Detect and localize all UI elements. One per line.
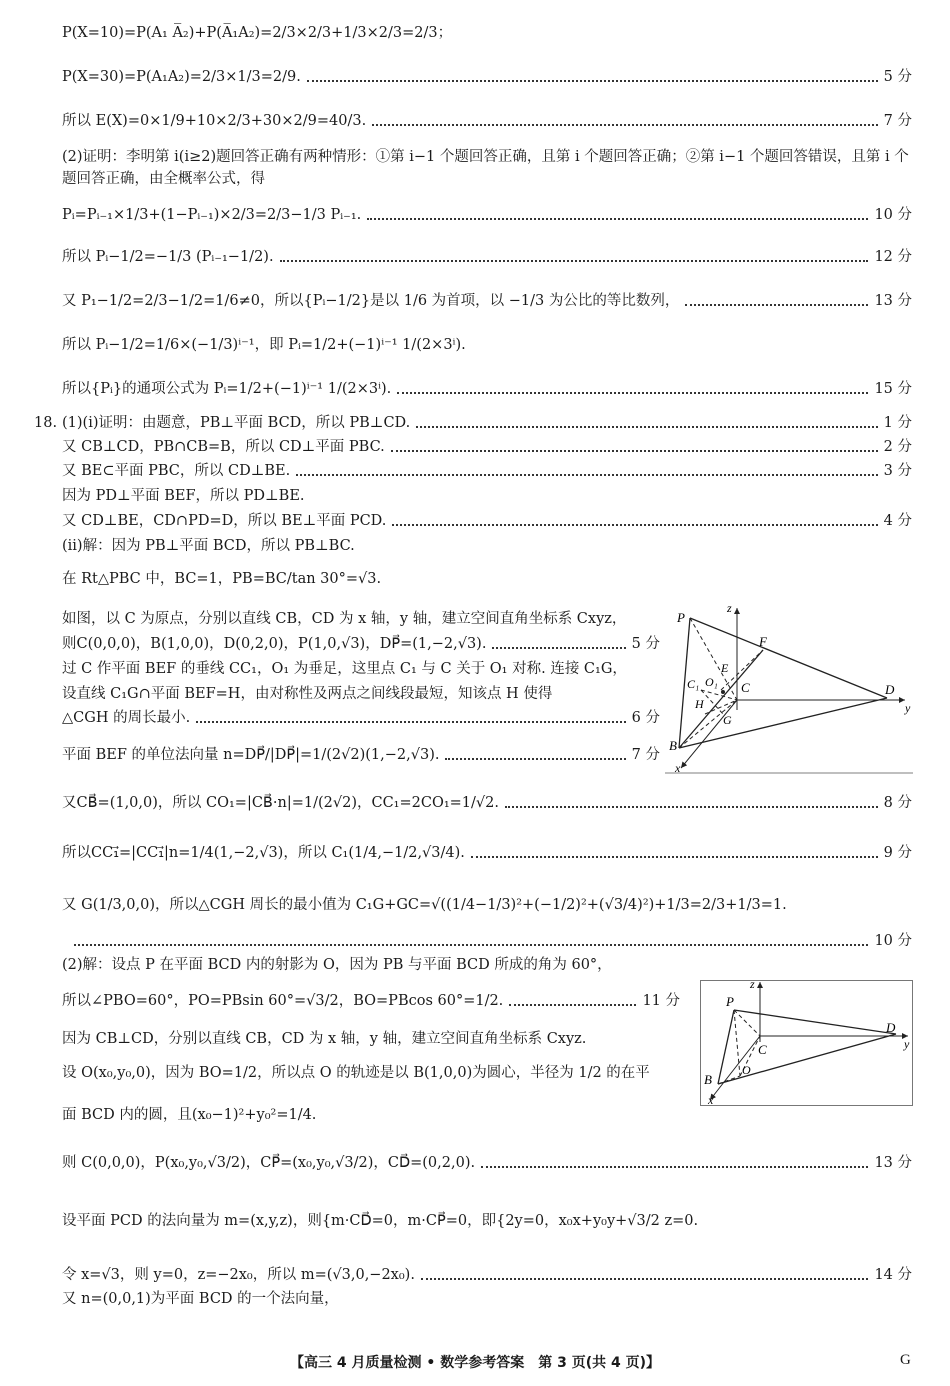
- text-line: 又 CD⊥BE，CD∩PD=D，所以 BE⊥平面 PCD. 4 分: [62, 513, 912, 529]
- label-D: D: [885, 682, 895, 697]
- text-line: 又 CB⊥CD，PB∩CB=B，所以 CD⊥平面 PBC. 2 分: [62, 439, 912, 455]
- text-line: (1)(ⅰ)证明：由题意，PB⊥平面 BCD，所以 PB⊥CD. 1 分: [62, 415, 912, 431]
- text-line: 又 n=(0,0,1)为平面 BCD 的一个法向量，: [62, 1291, 339, 1307]
- text-line: 所以 Pᵢ−1/2=−1/3 (Pᵢ₋₁−1/2). 12 分: [62, 249, 912, 265]
- text-line: 如图，以 C 为原点，分别以直线 CB，CD 为 x 轴，y 轴，建立空间直角坐标系 Cxyz，: [62, 611, 627, 627]
- text-line: 则C(0,0,0)，B(1,0,0)，D(0,2,0)，P(1,0,√3)，DP⃗=(1,−2,√3). 5 分: [62, 636, 660, 652]
- text-line: 所以 Pᵢ−1/2=1/6×(−1/3)ⁱ⁻¹，即 Pᵢ=1/2+(−1)ⁱ⁻¹ 1/(2×3ⁱ).: [62, 337, 466, 353]
- label-D: D: [886, 1020, 896, 1035]
- text-line: 则 C(0,0,0)，P(x₀,y₀,√3/2)，CP⃗=(x₀,y₀,√3/2)，CD⃗=(0,2,0). 13 分: [62, 1155, 912, 1171]
- label-G: G: [723, 713, 732, 727]
- label-F: F: [759, 634, 767, 649]
- text-line: 所以{Pᵢ}的通项公式为 Pᵢ=1/2+(−1)ⁱ⁻¹ 1/(2×3ⁱ). 15 分: [62, 381, 912, 397]
- figure-3d-coordinates-2: [700, 976, 915, 1108]
- label-z: z: [727, 601, 732, 615]
- text-line: 因为 PD⊥平面 BEF，所以 PD⊥BE.: [62, 488, 305, 504]
- text-line: 设 O(x₀,y₀,0)，因为 BO=1/2，所以点 O 的轨迹是以 B(1,0,0)为圆心，半径为 1/2 的在平: [62, 1065, 650, 1081]
- text-line: 又CB⃗=(1,0,0)，所以 CO₁=|CB⃗·n|=1/(2√2)，CC₁=2CO₁=1/√2. 8 分: [62, 795, 912, 811]
- corner-mark: G: [900, 1352, 911, 1368]
- text-line: (2)解：设点 P 在平面 BCD 内的射影为 O，因为 PB 与平面 BCD 所成的角为 60°，: [62, 957, 612, 973]
- text-line: 平面 BEF 的单位法向量 n=DP⃗/|DP⃗|=1/(2√2)(1,−2,√3). 7 分: [62, 747, 660, 763]
- text-line: 在 Rt△PBC 中，BC=1，PB=BC/tan 30°=√3.: [62, 571, 382, 587]
- question-number: 18.: [34, 415, 58, 431]
- text-line: (ⅱ)解：因为 PB⊥平面 BCD，所以 PB⊥BC.: [62, 538, 355, 554]
- text-line: 又 P₁−1/2=2/3−1/2=1/6≠0，所以{Pᵢ−1/2}是以 1/6 为首项，以 −1/3 为公比的等比数列， 13 分: [62, 293, 912, 309]
- text-line: 设平面 PCD 的法向量为 m=(x,y,z)，则{m·CD⃗=0，m·CP⃗=0，即{2y=0，x₀x+y₀y+√3/2 z=0.: [62, 1213, 699, 1229]
- text-line: 10 分: [62, 930, 912, 952]
- label-E: E: [721, 661, 729, 675]
- label-y: y: [904, 1037, 910, 1051]
- text-line: △CGH 的周长最小. 6 分: [62, 710, 660, 726]
- label-x: x: [675, 761, 681, 775]
- label-B: B: [704, 1072, 712, 1087]
- text-line: 因为 CB⊥CD，分别以直线 CB，CD 为 x 轴，y 轴，建立空间直角坐标系 Cxyz.: [62, 1031, 587, 1047]
- text-line: 又 BE⊂平面 PBC，所以 CD⊥BE. 3 分: [62, 463, 912, 479]
- label-O1: O₁: [705, 675, 718, 689]
- text-line: 令 x=√3，则 y=0，z=−2x₀，所以 m=(√3,0,−2x₀). 14 分: [62, 1267, 912, 1283]
- text-line: 过 C 作平面 BEF 的垂线 CC₁，O₁ 为垂足，这里点 C₁ 与 C 关于 O₁ 对称. 连接 C₁G，: [62, 661, 627, 677]
- label-y: y: [905, 701, 911, 715]
- page-footer: 【高三 4 月质量检测 • 数学参考答案 第 3 页(共 4 页)】: [290, 1355, 660, 1371]
- label-C: C: [741, 680, 750, 695]
- text-line: P(X=10)=P(A₁ A̅₂)+P(A̅₁A₂)=2/3×2/3+1/3×2/3=2/3；: [62, 25, 453, 41]
- text-line: 所以∠PBO=60°，PO=PBsin 60°=√3/2，BO=PBcos 60°=1/2. 11 分: [62, 993, 680, 1009]
- text-line: 所以CC₁⃗=|CC₁⃗|n=1/4(1,−2,√3)，所以 C₁(1/4,−1/2,√3/4). 9 分: [62, 845, 912, 861]
- figure-3d-coordinates-1: [665, 600, 915, 775]
- label-P: P: [677, 610, 685, 625]
- text-line: 面 BCD 内的圆，且(x₀−1)²+y₀²=1/4.: [62, 1107, 317, 1123]
- label-B: B: [669, 738, 677, 753]
- label-C1: C₁: [687, 677, 700, 691]
- text-line: 所以 E(X)=0×1/9+10×2/3+30×2/9=40/3. 7 分: [62, 113, 912, 129]
- label-C: C: [758, 1042, 767, 1057]
- label-z: z: [750, 977, 755, 991]
- text-line: 又 G(1/3,0,0)，所以△CGH 周长的最小值为 C₁G+GC=√((1/4−1/3)²+(−1/2)²+(√3/4)²)+1/3=2/3+1/3=1.: [62, 897, 787, 913]
- text-line: 设直线 C₁G∩平面 BEF=H，由对称性及两点之间线段最短，知该点 H 使得: [62, 686, 553, 702]
- label-O: O: [742, 1063, 751, 1077]
- label-x: x: [708, 1093, 714, 1107]
- label-P: P: [726, 994, 734, 1009]
- text-line: Pᵢ=Pᵢ₋₁×1/3+(1−Pᵢ₋₁)×2/3=2/3−1/3 Pᵢ₋₁. 10 分: [62, 207, 912, 223]
- text-line: P(X=30)=P(A₁A₂)=2/3×1/3=2/9. 5 分: [62, 69, 912, 85]
- text-paragraph: (2)证明：李明第 i(i≥2)题回答正确有两种情形：①第 i−1 个题回答正确，且第 i 个题回答正确；②第 i−1 个题回答错误，且第 i 个题回答正确，由全概率公式，得: [62, 149, 909, 187]
- label-H: H: [695, 697, 704, 711]
